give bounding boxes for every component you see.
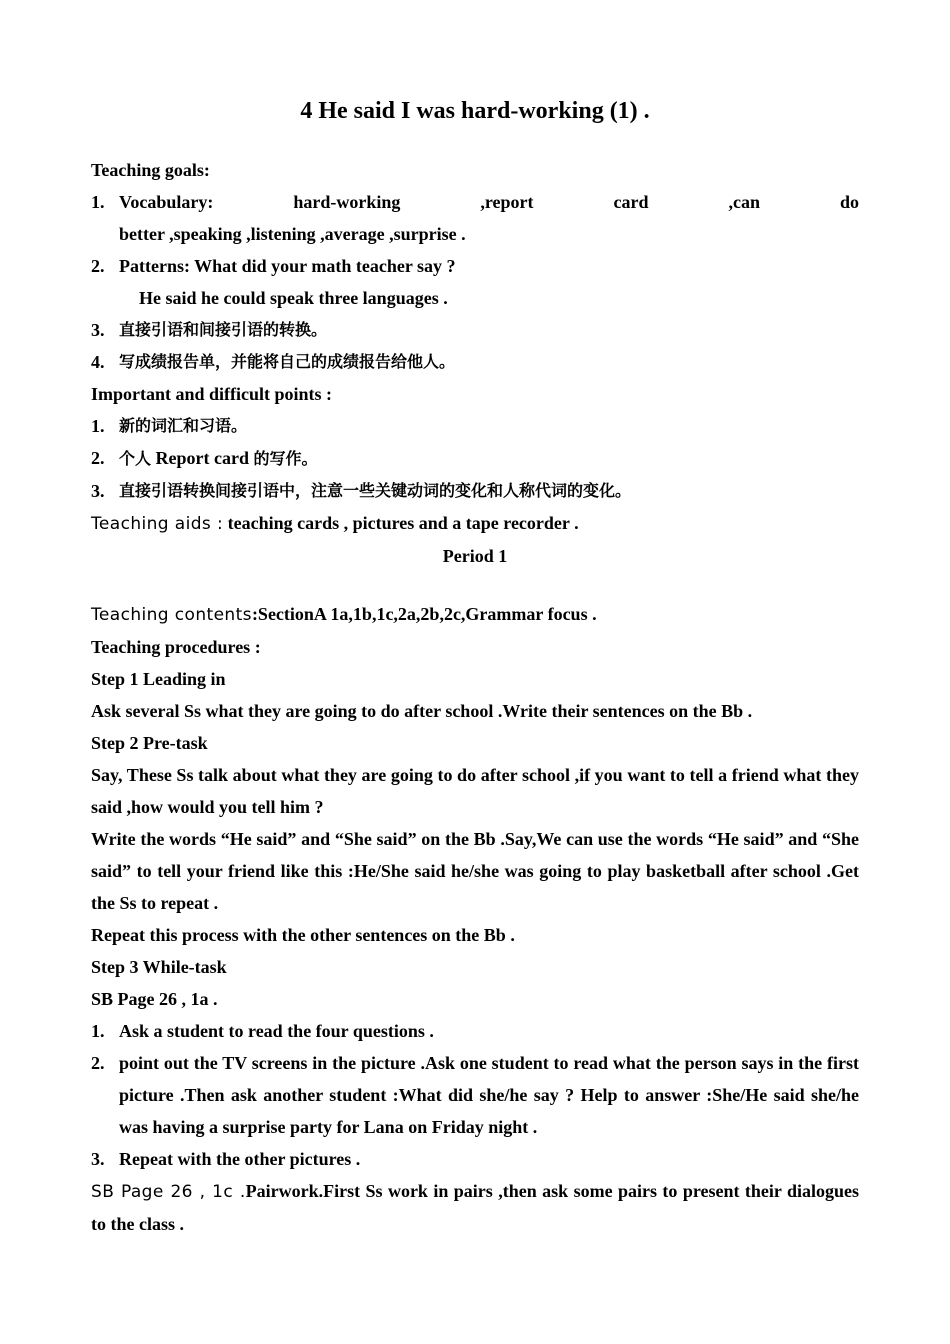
vocabulary-word: ,report (480, 192, 534, 212)
important-text-part: 个人 (119, 449, 152, 468)
patterns-example: He said he could speak three languages . (139, 288, 448, 308)
step-2-paragraph: Repeat this process with the other sentences on the Bb . (91, 925, 515, 945)
list-number: 1. (91, 416, 105, 436)
step-2-paragraph: Say, These Ss talk about what they are going to do after school ,if you want to tell a friend what they said ,how would you tell him ? (91, 765, 859, 817)
teaching-procedures-heading: Teaching procedures : (91, 637, 261, 657)
list-number: 3. (91, 1149, 105, 1169)
important-text-part: 的写作。 (253, 449, 318, 468)
sb-page-1c-label: SB Page 26 , 1c . (91, 1182, 246, 1202)
procedure-item-3 (91, 1143, 859, 1175)
important-text: 新的词汇和习语。 (119, 416, 248, 435)
list-number: 3. (91, 481, 105, 501)
step-3-heading: Step 3 While-task (91, 957, 227, 977)
list-number: 4. (91, 352, 105, 372)
sb-page-1c-text: Pairwork.First Ss work in pairs ,then ask some pairs to present their dialogues to the class . (91, 1181, 859, 1234)
teaching-goals-heading: Teaching goals: (91, 160, 210, 180)
important-item-2 (91, 442, 859, 475)
procedure-item-1 (91, 1015, 859, 1047)
list-number: 2. (91, 1053, 105, 1073)
step-1-heading: Step 1 Leading in (91, 669, 226, 689)
goal-text: 直接引语和间接引语的转换。 (119, 320, 328, 339)
goal-item-vocabulary (91, 186, 859, 250)
teaching-contents (91, 598, 859, 631)
procedure-item-2 (91, 1047, 859, 1143)
teaching-aids (91, 507, 859, 540)
procedure-text: Ask a student to read the four questions . (119, 1021, 434, 1041)
list-number: 1. (91, 192, 105, 212)
vocabulary-line (119, 186, 859, 218)
teaching-aids-label: Teaching aids : (91, 514, 224, 534)
list-number: 3. (91, 320, 105, 340)
page-title: 4 He said I was hard-working (1) . (300, 98, 650, 124)
teaching-contents-label: Teaching contents (91, 605, 252, 625)
important-points-heading: Important and difficult points : (91, 384, 333, 404)
list-number: 2. (91, 256, 105, 276)
spacer (91, 572, 859, 598)
patterns-text: Patterns: What did your math teacher say ? (119, 256, 456, 276)
vocabulary-word: hard-working (293, 192, 401, 212)
vocabulary-continuation: better ,speaking ,listening ,average ,surprise . (119, 224, 466, 244)
step-2-heading: Step 2 Pre-task (91, 733, 208, 753)
document-body (91, 94, 859, 1240)
important-text: 直接引语转换间接引语中，注意一些关键动词的变化和人称代词的变化。 (119, 481, 632, 500)
goal-item-4 (91, 346, 859, 378)
teaching-contents-text: :SectionA 1a,1b,1c,2a,2b,2c,Grammar focus . (251, 604, 597, 624)
important-text-part: Report card (155, 448, 249, 468)
sb-page-1a: SB Page 26 , 1a . (91, 989, 218, 1009)
teaching-aids-text: teaching cards , pictures and a tape recorder . (227, 513, 579, 533)
step-2-paragraph: Write the words “He said” and “She said” on the Bb .Say,We can use the words “He said” and “She said” to tell your friend like this :He/She said he/she was going to play basketball after school .Get the Ss to repeat . (91, 829, 859, 913)
goal-text: 写成绩报告单，并能将自己的成绩报告给他人。 (119, 352, 456, 371)
important-item-3 (91, 475, 859, 507)
vocabulary-label: Vocabulary: (119, 192, 214, 212)
vocabulary-word: card (613, 192, 649, 212)
sb-page-1c (91, 1175, 859, 1240)
goal-item-3 (91, 314, 859, 346)
vocabulary-word: do (839, 192, 859, 212)
list-number: 1. (91, 1021, 105, 1041)
list-number: 2. (91, 448, 105, 468)
step-1-text: Ask several Ss what they are going to do after school .Write their sentences on the Bb . (91, 701, 753, 721)
important-item-1 (91, 410, 859, 442)
vocabulary-word: ,can (728, 192, 760, 212)
period-heading: Period 1 (442, 546, 508, 566)
goal-item-patterns (91, 250, 859, 282)
procedure-text: Repeat with the other pictures . (119, 1149, 361, 1169)
procedure-text: point out the TV screens in the picture .Ask one student to read what the person says in the first picture .Then ask another student :What did she/he say ? Help to answer :She/He said she/he was having a surprise party for Lana on Friday night . (119, 1053, 859, 1137)
